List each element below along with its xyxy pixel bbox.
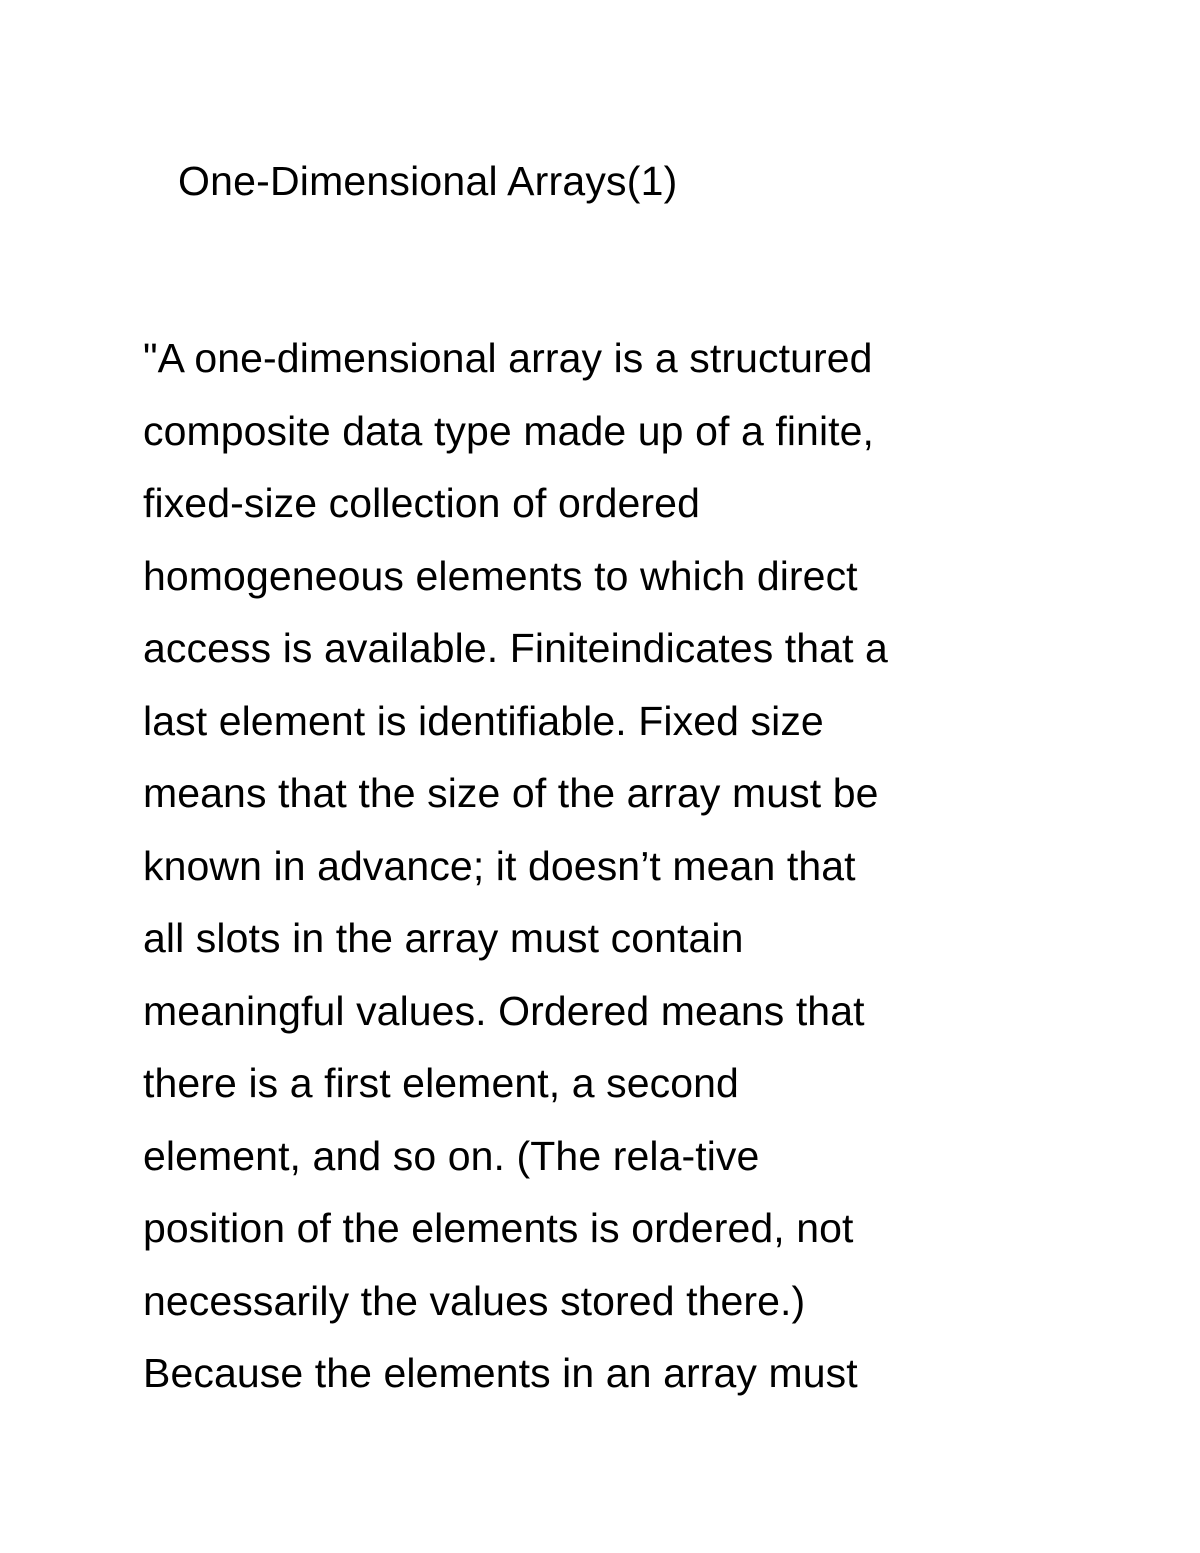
text-line: last element is identifiable. Fixed size <box>143 697 824 744</box>
text-line: access is available. Finiteindicates that a <box>143 625 888 671</box>
text-line: meaningful values. Ordered means that <box>143 987 865 1034</box>
text-line: all slots in the array must contain <box>143 915 744 961</box>
text-line: means that the size of the array must be <box>143 770 879 816</box>
text-line: homogeneous elements to which direct <box>143 552 858 599</box>
text-line: necessarily the values stored there.) <box>143 1277 806 1324</box>
page-title: One-Dimensional Arrays(1) <box>178 158 678 204</box>
text-line: Because the elements in an array must <box>143 1350 858 1396</box>
text-line: "A one-dimensional array is a structured <box>143 335 873 381</box>
text-line: position of the elements is ordered, not <box>143 1205 854 1251</box>
text-line: composite data type made up of a finite, <box>143 407 875 454</box>
body-text <box>143 322 1103 1410</box>
text-line: there is a first element, a second <box>143 1060 739 1106</box>
text-line: element, and so on. (The rela-tive <box>143 1132 760 1179</box>
text-line: fixed-size collection of ordered <box>143 480 700 526</box>
text-line: known in advance; it doesn’t mean that <box>143 842 856 889</box>
